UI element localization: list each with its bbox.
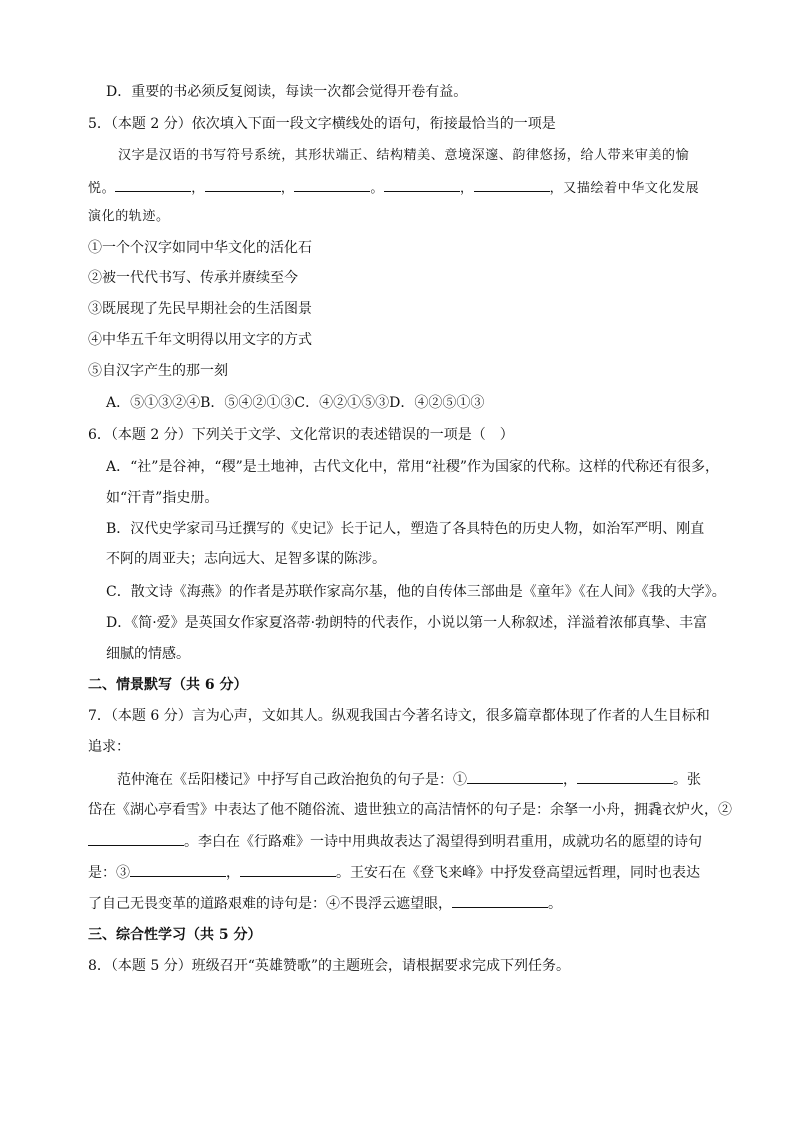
q7-paragraph-line-4 bbox=[88, 862, 700, 883]
q5-comma: ， bbox=[191, 181, 205, 196]
q5-blank-5[interactable] bbox=[474, 177, 550, 192]
q5-passage-line-2 bbox=[88, 177, 699, 199]
q7-p3-end: 。李白在《行路难》一诗中用典故表达了渴望得到明君重用，成就功名的愿望的诗句 bbox=[184, 834, 702, 850]
q5-period: 。 bbox=[370, 181, 385, 196]
q6-option-a-line-1: A．“社”是谷神，“稷”是土地神，古代文化中，常用“社稷”作为国家的代称。这样的代称还有很多， bbox=[106, 459, 720, 475]
q7-paragraph-line-5 bbox=[88, 893, 562, 914]
q5-item-5: ⑤自汉字产生的那一刻 bbox=[88, 363, 228, 379]
q7-p4-start: 是：③ bbox=[88, 865, 130, 881]
q7-paragraph-line-2: 岱在《湖心亭看雪》中表达了他不随俗流、遗世独立的高洁情怀的句子是：余拏一小舟，拥毳衣炉火，② bbox=[88, 802, 732, 818]
q7-paragraph-line-1 bbox=[117, 769, 701, 790]
q5-blank-1[interactable] bbox=[115, 177, 191, 192]
q7-blank-4[interactable] bbox=[130, 862, 226, 877]
q6-option-c-line-1: C．散文诗《海燕》的作者是苏联作家高尔基，他的自传体三部曲是《童年》《在人间》《我的大学》。 bbox=[106, 584, 726, 600]
q6-stem: 6．（本题 2 分）下列关于文学、文化常识的表述错误的一项是（ ） bbox=[88, 427, 514, 443]
q7-p4-end: 。王安石在《登飞来峰》中抒发登高望远哲理，同时也表达 bbox=[336, 865, 700, 881]
q7-p5-end: 。 bbox=[548, 896, 562, 912]
q5-item-4: ④中华五千年文明得以用文字的方式 bbox=[88, 332, 312, 348]
q5-passage-end: ，又描绘着中华文化发展 bbox=[549, 181, 700, 196]
q5-blank-3[interactable] bbox=[294, 177, 370, 192]
q5-passage-line-3: 演化的轨迹。 bbox=[88, 209, 170, 224]
q5-item-3: ③既展现了先民早期社会的生活图景 bbox=[88, 301, 312, 317]
q8-stem: 8．（本题 5 分）班级召开“英雄赞歌”的主题班会，请根据要求完成下列任务。 bbox=[88, 958, 571, 974]
q5-comma: ， bbox=[280, 181, 295, 196]
q5-passage-line-1: 汉字是汉语的书写符号系统，其形状端正、结构精美、意境深邃、韵律悠扬，给人带来审美的愉 bbox=[118, 148, 690, 163]
q7-p1-end: 。张 bbox=[673, 772, 701, 788]
q7-stem-line-2: 追求： bbox=[88, 739, 130, 755]
q6-option-d-line-2: 细腻的情感。 bbox=[106, 646, 190, 662]
q6-option-d-line-1: D．《简·爱》是英国女作家夏洛蒂·勃朗特的代表作，小说以第一人称叙述，洋溢着浓郁真挚、丰富 bbox=[106, 615, 708, 631]
q7-blank-6[interactable] bbox=[452, 893, 548, 908]
q5-stem: 5．（本题 2 分）依次填入下面一段文字横线处的语句，衔接最恰当的一项是 bbox=[88, 116, 556, 132]
q5-comma: ， bbox=[460, 181, 474, 196]
q7-p1-comma: ， bbox=[563, 772, 577, 788]
q6-option-b-line-1: B．汉代史学家司马迁撰写的《史记》长于记人，塑造了各具特色的历史人物，如治军严明、刚直 bbox=[106, 521, 705, 537]
q6-option-a-line-2: 如“汗青”指史册。 bbox=[106, 490, 219, 506]
q5-blank-2[interactable] bbox=[205, 177, 281, 192]
q7-p1-start: 范仲淹在《岳阳楼记》中抒写自己政治抱负的句子是：① bbox=[117, 772, 467, 788]
q5-options: A．⑤①③②④B．⑤④②①③C．④②①⑤③D．④②⑤①③ bbox=[106, 395, 485, 411]
section-3-heading: 三、综合性学习（共 5 分） bbox=[88, 927, 262, 943]
q5-item-2: ②被一代代书写、传承并赓续至今 bbox=[88, 270, 298, 286]
q5-item-1: ①一个个汉字如同中华文化的活化石 bbox=[88, 240, 312, 256]
section-2-heading: 二、情景默写（共 6 分） bbox=[88, 677, 248, 693]
q7-blank-2[interactable] bbox=[577, 769, 673, 784]
q7-p4-comma: ， bbox=[226, 865, 240, 881]
q7-blank-1[interactable] bbox=[467, 769, 563, 784]
q4-option-d: D．重要的书必须反复阅读，每读一次都会觉得开卷有益。 bbox=[106, 84, 468, 100]
q7-paragraph-line-3 bbox=[88, 831, 702, 852]
q6-option-b-line-2: 不阿的周亚夫；志向远大、足智多谋的陈涉。 bbox=[106, 551, 386, 567]
q5-passage-start: 悦。 bbox=[88, 181, 116, 196]
q7-blank-5[interactable] bbox=[240, 862, 336, 877]
q7-stem-line-1: 7．（本题 6 分）言为心声，文如其人。纵观我国古今著名诗文，很多篇章都体现了作者的人生目标和 bbox=[88, 708, 710, 724]
q7-p5-start: 了自己无畏变革的道路艰难的诗句是：④不畏浮云遮望眼， bbox=[88, 896, 452, 912]
q7-blank-3[interactable] bbox=[88, 831, 184, 846]
q5-blank-4[interactable] bbox=[384, 177, 460, 192]
